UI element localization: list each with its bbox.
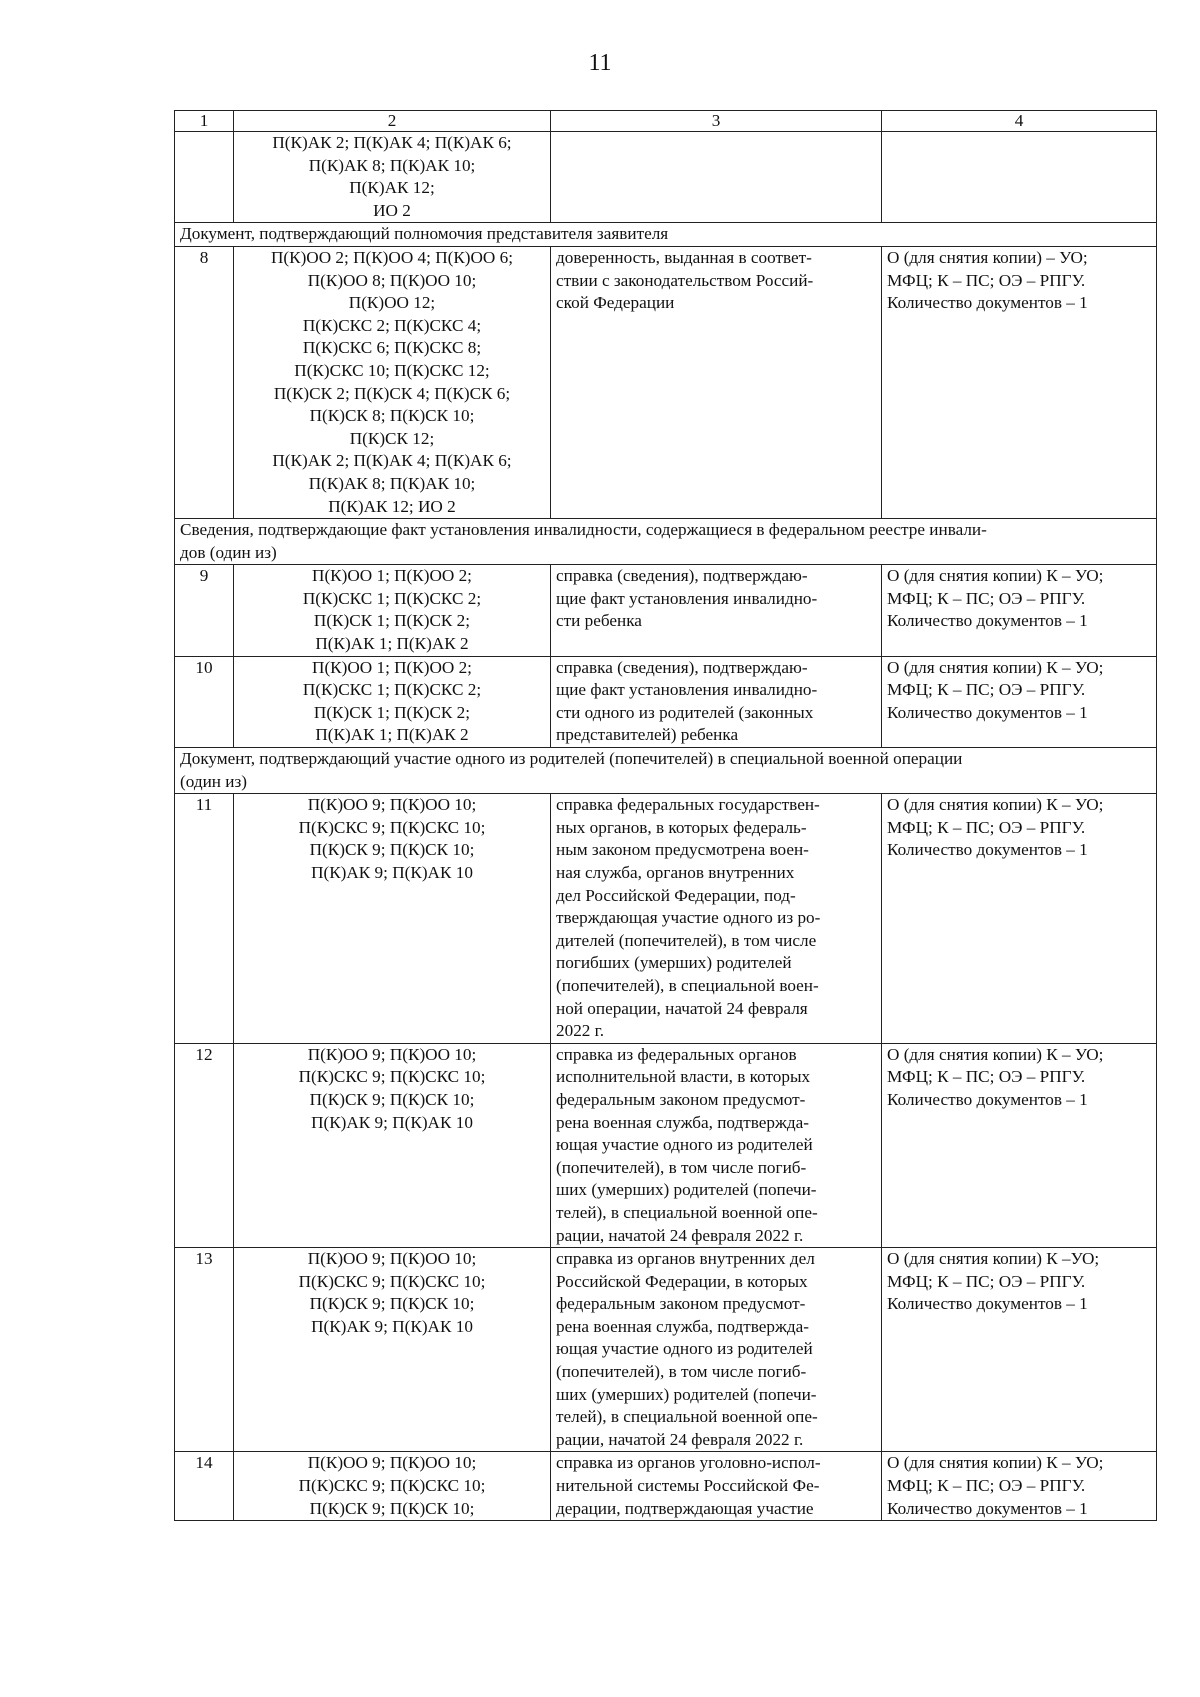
document-description-cell: [551, 1452, 882, 1521]
document-description-cell: [551, 246, 882, 518]
document-description-line: телей), в специальной военной опе-: [556, 1407, 818, 1427]
applicant-codes-line: П(К)АК 9; П(К)АК 10: [311, 1112, 473, 1132]
applicant-codes-line: П(К)ОО 1; П(К)ОО 2;: [312, 566, 472, 586]
applicant-codes-line: П(К)АК 9; П(К)АК 10: [311, 1316, 473, 1336]
document-description-line: тверждающая участие одного из ро-: [556, 908, 821, 928]
document-description-line: погибших (умерших) родителей: [556, 953, 792, 973]
applicant-codes-line: П(К)СКС 6; П(К)СКС 8;: [302, 338, 482, 358]
document-description-line: щие факт установления инвалидно-: [556, 680, 818, 700]
table-row: [175, 1248, 1157, 1452]
applicant-codes-line: П(К)АК 9; П(К)АК 10: [311, 863, 473, 882]
applicant-codes-line: П(К)ОО 9; П(К)ОО 10;: [307, 795, 477, 815]
section-heading-row: [175, 519, 1157, 565]
section-heading: [175, 748, 1157, 794]
table-row: [175, 132, 1157, 223]
document-description-line: ской Федерации: [556, 293, 675, 313]
document-description-line: (попечителей), в том числе погиб-: [556, 1157, 807, 1177]
applicant-codes-line: П(К)СК 1; П(К)СК 2;: [313, 611, 471, 631]
column-header: 2: [234, 111, 551, 132]
document-description-line: справка федеральных государствен-: [556, 795, 820, 815]
section-heading: [175, 223, 1157, 247]
submission-method-line: Количество документов – 1: [887, 293, 1088, 313]
applicant-codes-line: П(К)ОО 1; П(К)ОО 2;: [312, 657, 472, 677]
submission-method-cell: [882, 246, 1157, 518]
submission-method-line: Количество документов – 1: [887, 1089, 1088, 1109]
submission-method-line: МФЦ; К – ПС; ОЭ – РПГУ.: [887, 1476, 1086, 1496]
applicant-codes-line: П(К)ОО 9; П(К)ОО 10;: [307, 1453, 477, 1473]
row-number: 12: [175, 1043, 234, 1247]
applicant-codes-cell: [234, 656, 551, 747]
document-description-cell: [551, 565, 882, 656]
document-description-line: нительной системы Российской Фе-: [556, 1476, 820, 1496]
applicant-codes-line: П(К)СКС 10; П(К)СКС 12;: [294, 360, 490, 380]
submission-method-line: О (для снятия копии) К – УО;: [887, 1453, 1104, 1473]
document-description-line: ющая участие одного из родителей: [556, 1339, 813, 1359]
documents-table: [174, 110, 1157, 1521]
document-description-cell: [551, 1248, 882, 1452]
submission-method-line: О (для снятия копии) – УО;: [887, 247, 1088, 267]
table-row: [175, 246, 1157, 518]
submission-method-cell: [882, 1452, 1157, 1521]
section-heading-line: Документ, подтверждающий участие одного из родителей (попечителей) в специальной военной операции: [180, 749, 963, 769]
document-description-line: телей), в специальной военной опе-: [556, 1202, 818, 1222]
applicant-codes-line: П(К)СКС 9; П(К)СКС 10;: [298, 1067, 486, 1087]
document-description-line: дерации, подтверждающая участие: [556, 1498, 814, 1518]
submission-method-line: Количество документов – 1: [887, 840, 1088, 860]
applicant-codes-cell: [234, 565, 551, 656]
applicant-codes-line: П(К)ОО 12;: [348, 293, 436, 313]
document-description-cell: [551, 794, 882, 1044]
document-description-line: (попечителей), в специальной воен-: [556, 975, 819, 995]
applicant-codes-line: П(К)АК 8; П(К)АК 10;: [308, 473, 476, 493]
submission-method-cell: [882, 656, 1157, 747]
column-header: 4: [882, 111, 1157, 132]
applicant-codes-line: П(К)ОО 9; П(К)ОО 10;: [307, 1044, 477, 1064]
applicant-codes-line: П(К)ОО 2; П(К)ОО 4; П(К)ОО 6;: [270, 247, 514, 267]
applicant-codes-cell: [234, 794, 551, 1044]
submission-method-line: Количество документов – 1: [887, 702, 1088, 722]
document-description-line: исполнительной власти, в которых: [556, 1067, 811, 1087]
document-description-cell: [551, 1043, 882, 1247]
document-description-line: представителей) ребенка: [556, 725, 739, 745]
submission-method-line: МФЦ; К – ПС; ОЭ – РПГУ.: [887, 1067, 1086, 1087]
submission-method-line: О (для снятия копии) К – УО;: [887, 1044, 1104, 1064]
document-description-line: справка из органов уголовно-испол-: [556, 1453, 821, 1473]
document-description-line: рена военная служба, подтвержда-: [556, 1316, 809, 1336]
section-heading-line: Сведения, подтверждающие факт установления инвалидности, содержащиеся в федеральном реестре инвали-: [180, 520, 987, 540]
document-description-line: рена военная служба, подтвержда-: [556, 1112, 809, 1132]
document-description-line: справка из органов внутренних дел: [556, 1249, 815, 1269]
applicant-codes-cell: [234, 132, 551, 223]
submission-method-line: О (для снятия копии) К – УО;: [887, 795, 1104, 815]
column-header: 1: [175, 111, 234, 132]
section-heading-line: Документ, подтверждающий полномочия представителя заявителя: [180, 224, 669, 244]
row-number: 11: [175, 794, 234, 1044]
submission-method-line: Количество документов – 1: [887, 1294, 1088, 1314]
page-number: 11: [588, 50, 612, 76]
document-description-line: (попечителей), в том числе погиб-: [556, 1362, 807, 1382]
row-number: 8: [175, 246, 234, 518]
document-description-line: справка (сведения), подтверждаю-: [556, 657, 808, 677]
document-description-line: сти ребенка: [556, 611, 642, 631]
submission-method-line: О (для снятия копии) К – УО;: [887, 566, 1104, 586]
submission-method-line: МФЦ; К – ПС; ОЭ – РПГУ.: [887, 588, 1086, 608]
section-heading: [175, 519, 1157, 565]
submission-method-cell: [882, 132, 1157, 223]
document-description-line: рации, начатой 24 февраля 2022 г.: [556, 1429, 804, 1449]
document-description-line: федеральным законом предусмот-: [556, 1089, 806, 1109]
submission-method-cell: [882, 1043, 1157, 1247]
applicant-codes-line: П(К)АК 12; ИО 2: [328, 496, 456, 516]
table-header-row: [175, 111, 1157, 132]
applicant-codes-line: П(К)АК 1; П(К)АК 2: [315, 725, 469, 745]
row-number: 13: [175, 1248, 234, 1452]
document-description-line: ших (умерших) родителей (попечи-: [556, 1180, 817, 1200]
document-description-line: справка (сведения), подтверждаю-: [556, 566, 808, 586]
applicant-codes-line: П(К)СК 1; П(К)СК 2;: [313, 702, 471, 722]
document-description-line: ных органов, в которых федераль-: [556, 817, 807, 837]
document-description-line: федеральным законом предусмот-: [556, 1294, 806, 1314]
table-row: [175, 1043, 1157, 1247]
submission-method-line: МФЦ; К – ПС; ОЭ – РПГУ.: [887, 817, 1086, 837]
applicant-codes-line: П(К)СКС 9; П(К)СКС 10;: [298, 1476, 486, 1496]
submission-method-line: Количество документов – 1: [887, 1498, 1088, 1518]
applicant-codes-line: П(К)СКС 9; П(К)СКС 10;: [298, 817, 486, 837]
row-number: 10: [175, 656, 234, 747]
applicant-codes-line: П(К)АК 1; П(К)АК 2: [315, 634, 469, 654]
applicant-codes-line: П(К)СК 12;: [349, 428, 435, 448]
submission-method-line: МФЦ; К – ПС; ОЭ – РПГУ.: [887, 680, 1086, 700]
applicant-codes-line: П(К)СК 9; П(К)СК 10;: [309, 1498, 475, 1518]
applicant-codes-line: П(К)ОО 8; П(К)ОО 10;: [307, 270, 477, 290]
document-description-line: ной операции, начатой 24 февраля: [556, 998, 808, 1018]
applicant-codes-line: П(К)ОО 9; П(К)ОО 10;: [307, 1249, 477, 1269]
document-description-line: Российской Федерации, в которых: [556, 1271, 808, 1291]
applicant-codes-cell: [234, 1043, 551, 1247]
submission-method-line: МФЦ; К – ПС; ОЭ – РПГУ.: [887, 1271, 1086, 1291]
applicant-codes-line: ИО 2: [373, 200, 411, 220]
applicant-codes-cell: [234, 246, 551, 518]
document-description-line: ющая участие одного из родителей: [556, 1135, 813, 1155]
section-heading-row: [175, 223, 1157, 247]
table-row: [175, 565, 1157, 656]
applicant-codes-line: П(К)СК 8; П(К)СК 10;: [309, 406, 475, 426]
submission-method-cell: [882, 1248, 1157, 1452]
submission-method-line: О (для снятия копии) К – УО;: [887, 657, 1104, 677]
submission-method-cell: [882, 565, 1157, 656]
applicant-codes-cell: [234, 1248, 551, 1452]
applicant-codes-line: П(К)АК 8; П(К)АК 10;: [308, 155, 476, 175]
document-description-line: сти одного из родителей (законных: [556, 702, 814, 722]
applicant-codes-line: П(К)СК 9; П(К)СК 10;: [309, 1294, 475, 1314]
applicant-codes-line: П(К)АК 2; П(К)АК 4; П(К)АК 6;: [272, 133, 512, 152]
submission-method-line: Количество документов – 1: [887, 611, 1088, 631]
applicant-codes-cell: [234, 1452, 551, 1521]
submission-method-line: МФЦ; К – ПС; ОЭ – РПГУ.: [887, 270, 1086, 290]
row-number: 14: [175, 1452, 234, 1521]
document-description-cell: [551, 132, 882, 223]
table-row: [175, 1452, 1157, 1521]
section-heading-line: (один из): [180, 771, 247, 791]
applicant-codes-line: П(К)СК 9; П(К)СК 10;: [309, 1089, 475, 1109]
applicant-codes-line: П(К)АК 12;: [349, 178, 435, 198]
section-heading-row: [175, 748, 1157, 794]
applicant-codes-line: П(К)СКС 2; П(К)СКС 4;: [302, 315, 482, 335]
document-description-line: ным законом предусмотрена воен-: [556, 840, 809, 860]
table-row: [175, 794, 1157, 1044]
applicant-codes-line: П(К)СКС 1; П(К)СКС 2;: [302, 588, 482, 608]
section-heading-line: дов (один из): [180, 542, 277, 562]
document-description-line: рации, начатой 24 февраля 2022 г.: [556, 1225, 804, 1245]
applicant-codes-line: П(К)СКС 9; П(К)СКС 10;: [298, 1271, 486, 1291]
row-number: [175, 132, 234, 223]
column-header: 3: [551, 111, 882, 132]
submission-method-cell: [882, 794, 1157, 1044]
document-description-line: дел Российской Федерации, под-: [556, 885, 796, 905]
document-description-line: щие факт установления инвалидно-: [556, 588, 818, 608]
document-description-line: ших (умерших) родителей (попечи-: [556, 1384, 817, 1404]
document-description-line: доверенность, выданная в соответ-: [556, 247, 812, 267]
applicant-codes-line: П(К)СКС 1; П(К)СКС 2;: [302, 680, 482, 700]
applicant-codes-line: П(К)СК 9; П(К)СК 10;: [309, 840, 475, 860]
submission-method-line: О (для снятия копии) К –УО;: [887, 1249, 1100, 1269]
document-description-line: дителей (попечителей), в том числе: [556, 930, 817, 950]
document-description-line: ная служба, органов внутренних: [556, 863, 795, 882]
document-description-line: 2022 г.: [556, 1021, 605, 1041]
applicant-codes-line: П(К)АК 2; П(К)АК 4; П(К)АК 6;: [272, 451, 512, 471]
document-description-cell: [551, 656, 882, 747]
document-description-line: ствии с законодательством Россий-: [556, 270, 814, 290]
document-description-line: справка из федеральных органов: [556, 1044, 797, 1064]
applicant-codes-line: П(К)СК 2; П(К)СК 4; П(К)СК 6;: [273, 383, 511, 403]
table-row: [175, 656, 1157, 747]
row-number: 9: [175, 565, 234, 656]
